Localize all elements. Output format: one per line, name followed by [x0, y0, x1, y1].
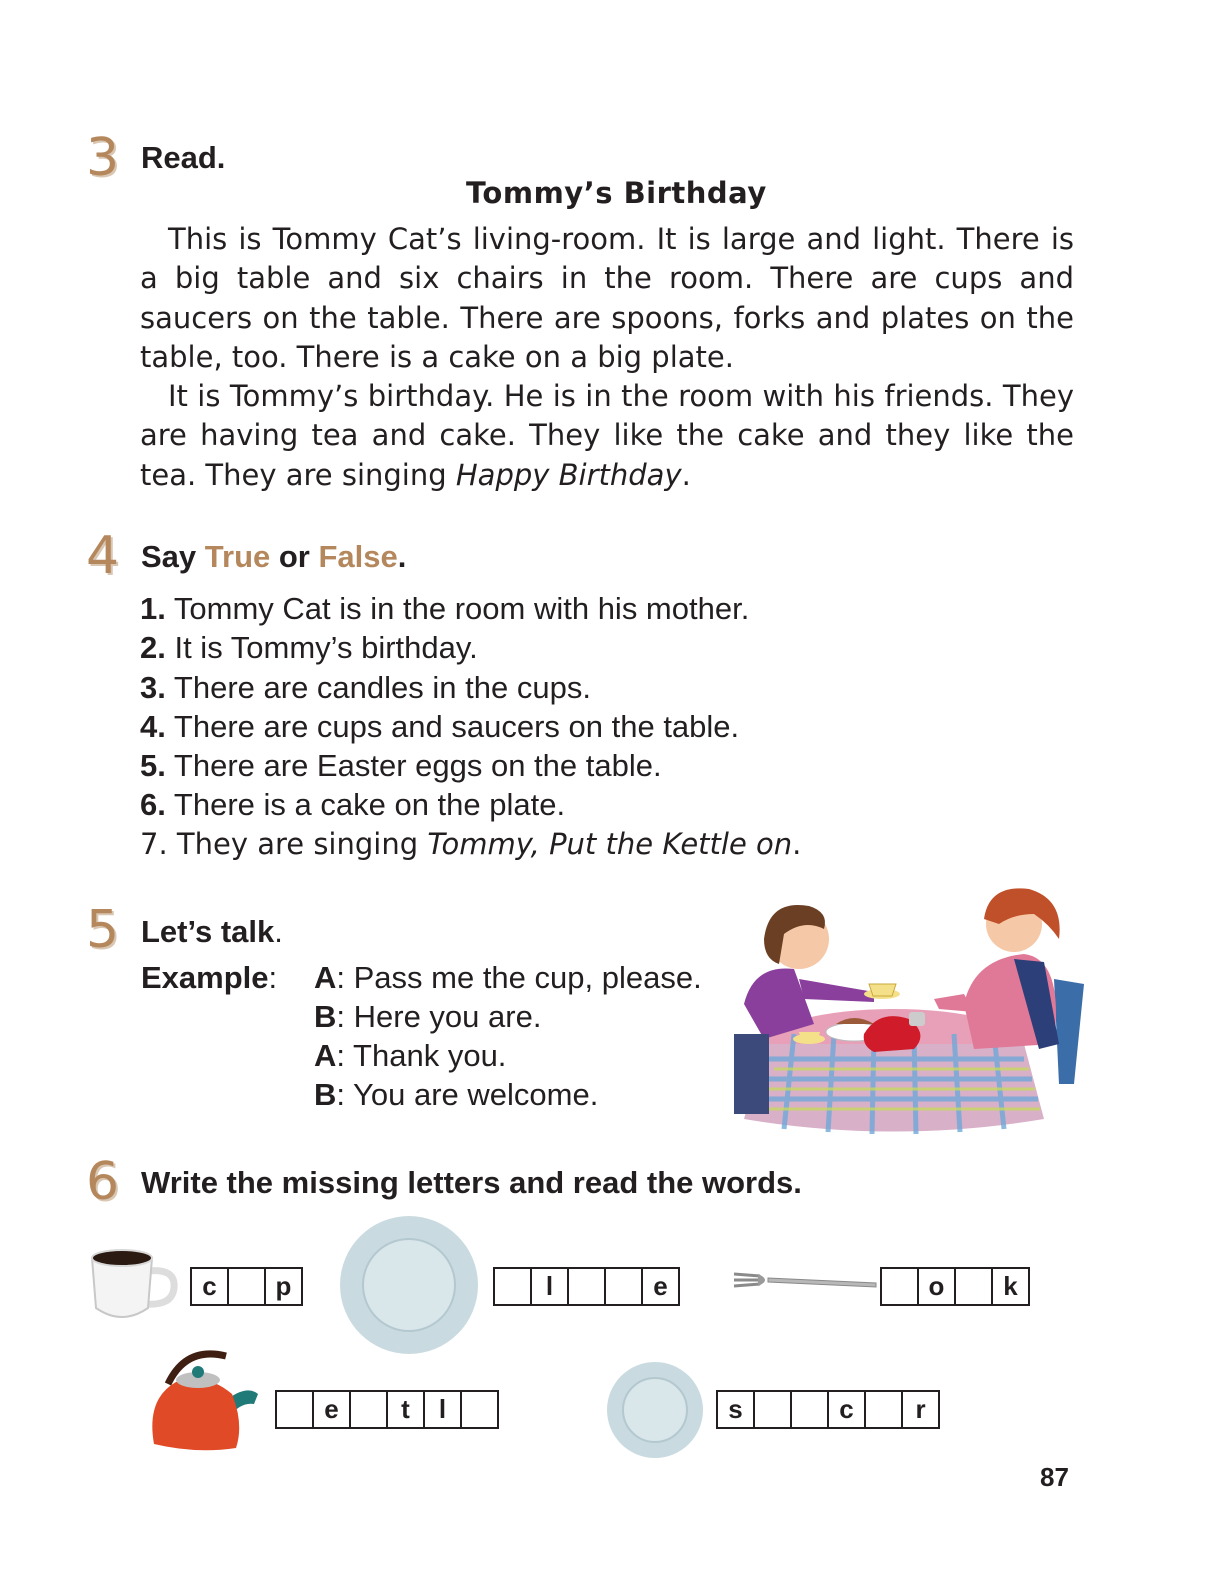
- letter-box: r: [901, 1390, 940, 1429]
- example-label: [141, 958, 277, 997]
- line-text: : Here you are.: [336, 999, 542, 1034]
- story-title: Tommy’s Birthday: [466, 176, 767, 210]
- story-paragraph-2-text: It is Tommy’s birthday. He is in the room with his friends. They are having tea and cake. They like the cake and they like the tea. They are singing: [140, 379, 1074, 492]
- letter-box: l: [530, 1267, 569, 1306]
- line-text: : Pass me the cup, please.: [336, 960, 702, 995]
- true-false-list: [140, 589, 801, 864]
- dialogue-line: [314, 1075, 598, 1114]
- example-colon: :: [268, 960, 278, 995]
- list-item: [140, 668, 801, 707]
- page-number: 87: [1040, 1462, 1069, 1492]
- heading-end: .: [274, 914, 283, 949]
- speaker: B: [314, 999, 337, 1034]
- letter-box: p: [264, 1267, 303, 1306]
- list-item: [140, 825, 801, 864]
- letter-box: s: [716, 1390, 755, 1429]
- dialogue-line: [314, 958, 702, 997]
- exercise-3-heading: Read.: [141, 140, 226, 175]
- item-text: It is Tommy’s birthday.: [165, 630, 478, 666]
- item-number: 3.: [140, 669, 166, 705]
- letter-input[interactable]: [954, 1267, 993, 1306]
- speaker: A: [314, 1038, 337, 1073]
- speaker: B: [314, 1077, 337, 1112]
- line-text: : Thank you.: [336, 1038, 507, 1073]
- letter-input[interactable]: [493, 1267, 532, 1306]
- exercise-5-heading: [141, 914, 283, 950]
- item-number: 1.: [140, 591, 166, 626]
- exercise-4-number: 4: [86, 526, 120, 586]
- story-text: [140, 220, 1074, 495]
- exercise-4-heading: [141, 539, 406, 575]
- letter-box: l: [423, 1390, 462, 1429]
- dialogue-line: [314, 997, 541, 1036]
- tea-party-illustration: [724, 884, 1094, 1134]
- letter-input[interactable]: [790, 1390, 829, 1429]
- example-word: Example: [141, 960, 269, 995]
- item-text: There are cups and saucers on the table.: [165, 708, 740, 744]
- speaker: A: [314, 960, 337, 995]
- letter-box: k: [991, 1267, 1030, 1306]
- letter-box: c: [827, 1390, 866, 1429]
- exercise-5-number: 5: [86, 900, 120, 960]
- saucer-icon: [605, 1360, 705, 1460]
- cup-word-boxes: [190, 1267, 303, 1306]
- letter-input[interactable]: [880, 1267, 919, 1306]
- kettle-word-boxes: [275, 1390, 499, 1429]
- letter-input[interactable]: [275, 1390, 314, 1429]
- fork-word-boxes: [880, 1267, 1030, 1306]
- letter-box: t: [386, 1390, 425, 1429]
- item-text: There are Easter eggs on the table.: [165, 748, 662, 784]
- song-title: Happy Birthday: [455, 457, 682, 492]
- heading-say: Say: [141, 539, 205, 574]
- letter-box: c: [190, 1267, 229, 1306]
- line-text: : You are welcome.: [336, 1077, 599, 1112]
- fork-icon: [732, 1270, 878, 1296]
- heading-false: False: [318, 539, 398, 574]
- letter-box: e: [312, 1390, 351, 1429]
- story-paragraph-2: [140, 377, 1074, 495]
- plate-word-boxes: [493, 1267, 680, 1306]
- list-item: [140, 628, 801, 667]
- letter-input[interactable]: [227, 1267, 266, 1306]
- story-paragraph-1: This is Tommy Cat’s living-room. It is large and light. There is a big table and six chairs in the room. There are cups and saucers on the table. There are spoons, forks and plates on the table, too. There is a cake on a big plate.: [140, 222, 1074, 374]
- item-number: 5.: [140, 748, 166, 784]
- item-text: There is a cake on the plate.: [165, 787, 566, 823]
- item-text: There are candles in the cups.: [165, 669, 591, 705]
- letter-box: e: [641, 1267, 680, 1306]
- item-number: 2.: [140, 630, 166, 666]
- letter-input[interactable]: [460, 1390, 499, 1429]
- exercise-3-number: 3: [86, 128, 120, 188]
- list-item: [140, 707, 801, 746]
- item-text: They are singing: [167, 826, 428, 861]
- heading-text: Let’s talk: [141, 914, 275, 949]
- plate-icon: [338, 1214, 480, 1356]
- letter-input[interactable]: [567, 1267, 606, 1306]
- song-title: Tommy, Put the Kettle on: [427, 826, 793, 861]
- item-number: 4.: [140, 708, 166, 744]
- letter-input[interactable]: [604, 1267, 643, 1306]
- letter-box: o: [917, 1267, 956, 1306]
- list-item: [140, 785, 801, 824]
- list-item: [140, 746, 801, 785]
- letter-input[interactable]: [753, 1390, 792, 1429]
- heading-or: or: [270, 539, 319, 574]
- letter-input[interactable]: [864, 1390, 903, 1429]
- item-end: .: [792, 826, 802, 861]
- kettle-icon: [146, 1344, 264, 1454]
- exercise-6-heading: Write the missing letters and read the words.: [141, 1165, 802, 1200]
- heading-end: .: [397, 539, 407, 574]
- heading-true: True: [204, 539, 271, 574]
- item-number: 7.: [140, 826, 168, 861]
- letter-input[interactable]: [349, 1390, 388, 1429]
- item-number: 6.: [140, 787, 166, 823]
- story-paragraph-2-end: .: [681, 457, 691, 492]
- exercise-6-number: 6: [86, 1152, 120, 1212]
- list-item: [140, 589, 801, 628]
- saucer-word-boxes: [716, 1390, 940, 1429]
- item-text: Tommy Cat is in the room with his mother.: [165, 591, 750, 626]
- dialogue-line: [314, 1036, 506, 1075]
- cup-icon: [86, 1246, 178, 1328]
